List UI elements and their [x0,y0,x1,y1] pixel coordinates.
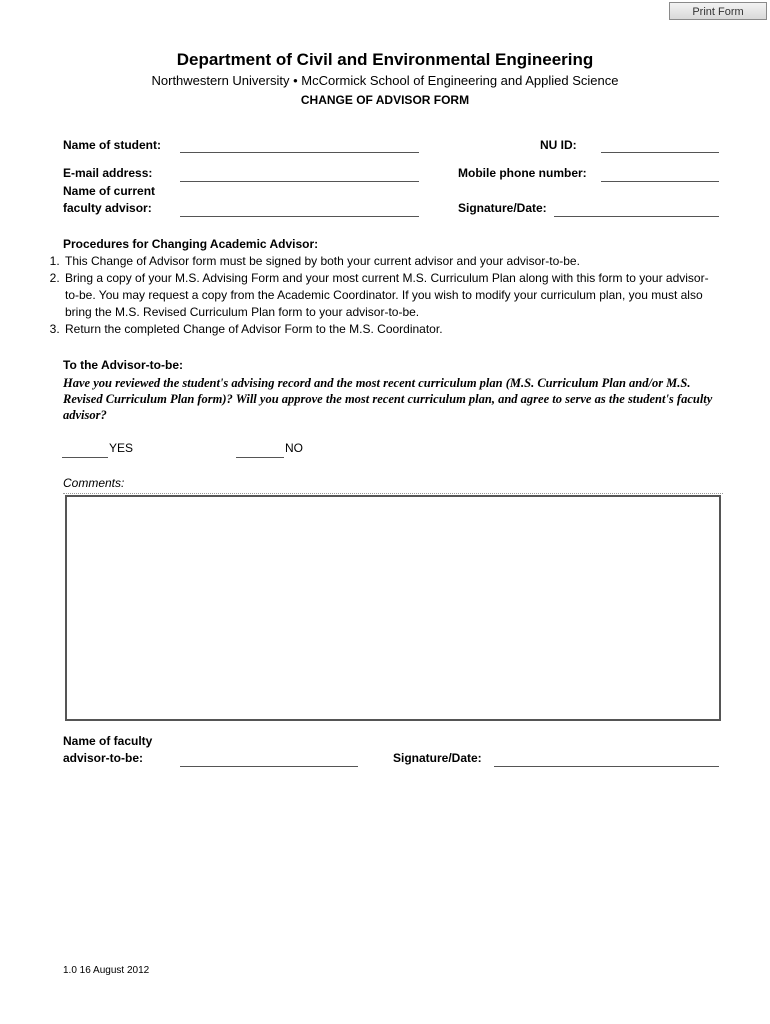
new-advisor-label-line2: advisor-to-be: [63,751,144,765]
comments-label: Comments: [63,476,125,490]
advisor-question: Have you reviewed the student's advising record and the most recent curriculum plan (M.S. Curriculum Plan and/or M.S. Revised Curriculum Plan form)? Will you approve the most recent curriculum plan, and agree to serve as the student's faculty advisor? [63,376,713,422]
no-blank[interactable] [236,457,284,458]
current-advisor-label-line2: faculty advisor: [63,201,152,215]
new-advisor-signature-field[interactable] [494,766,719,767]
print-form-button[interactable]: Print Form [669,2,767,20]
current-advisor-field[interactable] [180,216,419,217]
procedures-heading: Procedures for Changing Academic Advisor: [63,237,319,251]
procedure-step: 3. Return the completed Change of Advisor Form to the M.S. Coordinator. [63,321,713,338]
nu-id-field[interactable] [601,152,719,153]
email-label: E-mail address: [63,166,153,180]
no-label: NO [285,441,303,455]
comments-top-rule [63,493,723,494]
new-advisor-name-field[interactable] [180,766,358,767]
form-name: CHANGE OF ADVISOR FORM [300,93,470,107]
procedure-step: 2. Bring a copy of your M.S. Advising Form and your most current M.S. Curriculum Plan along with this form to your advisor-to-be. You may request a copy from the Academic Coordinator. If you wish to modify your curriculum plan, you must also bring the M.S. Revised Curriculum Plan form to your advisor-to-be. [63,270,713,321]
new-advisor-label-line1: Name of faculty [63,734,153,748]
yes-label: YES [109,441,134,455]
comments-textarea[interactable] [65,495,721,721]
nu-id-label: NU ID: [540,138,577,152]
email-field[interactable] [180,181,419,182]
current-advisor-signature-field[interactable] [554,216,719,217]
yes-blank[interactable] [62,457,108,458]
procedures-section [63,236,713,338]
page-subtitle: Northwestern University • McCormick School of Engineering and Applied Science [151,73,619,88]
mobile-label: Mobile phone number: [458,166,587,180]
student-name-field[interactable] [180,152,419,153]
procedures-list [40,253,713,338]
page-title: Department of Civil and Environmental Engineering [176,50,594,69]
signature-date-label: Signature/Date: [458,201,547,215]
mobile-field[interactable] [601,181,719,182]
current-advisor-label-line1: Name of current [63,184,156,198]
student-name-label: Name of student: [63,138,162,152]
procedure-step: 1. This Change of Advisor form must be signed by both your current advisor and your advisor-to-be. [63,253,713,270]
new-advisor-signature-label: Signature/Date: [393,751,482,765]
version-footer: 1.0 16 August 2012 [63,965,150,976]
advisor-to-be-heading: To the Advisor-to-be: [63,358,183,372]
